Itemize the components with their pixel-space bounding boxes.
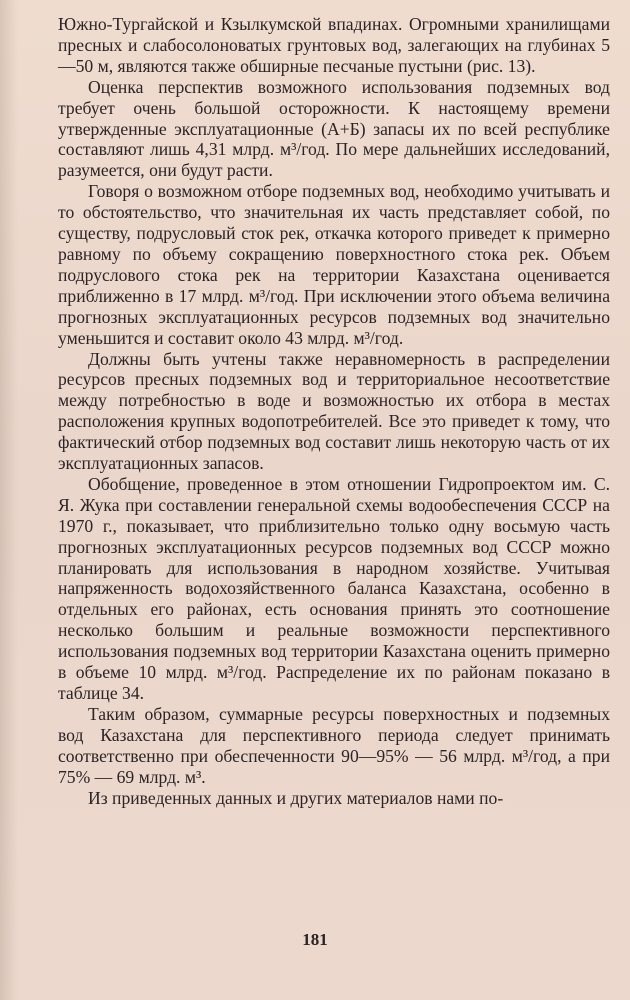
paragraph-7: Из приведенных данных и других материалов нами по- xyxy=(88,787,504,808)
paragraph-4: Должны быть учтены также неравномерность в распределении ресурсов пресных подземных вод и территориальное несоответствие между потребностью в воде и возможностью их отбора в местах расположения крупных водопотребителей. Все это приведет к тому, что фактический отбор подземных вод составит лишь некоторую часть от их эксплуатационных запасов. xyxy=(58,348,610,474)
paragraph-2: Оценка перспектив возможного использования подземных вод требует очень большой осторожности. К настоящему времени утвержденные эксплуатационные (А+Б) запасы их по всей республике составляют лишь 4,31 млрд. м³/год. По мере дальнейших исследований, разумеется, они будут расти. xyxy=(58,76,610,181)
page-gutter-shadow xyxy=(0,0,18,1000)
body-text xyxy=(58,14,610,808)
paragraph-5: Обобщение, проведенное в этом отношении Гидропроектом им. С. Я. Жука при составлении генеральной схемы водообеспечения СССР на 1970 г., показывает, что приблизительно только одну восьмую часть прогнозных эксплуатационных ресурсов подземных вод СССР можно планировать для использования в народном хозяйстве. Учитывая напряженность водохозяйственного баланса Казахстана, особенно в отдельных его районах, есть основания принять это соотношение несколько большим и реальные возможности перспективного использования подземных вод территории Казахстана оценить примерно в объеме 10 млрд. м³/год. Распределение их по районам показано в таблице 34. xyxy=(58,473,610,703)
page-number: 181 xyxy=(302,930,328,949)
paragraph-1: Южно-Тургайской и Кзылкумской впадинах. Огромными хранилищами пресных и слабосолоноватых грунтовых вод, залегающих на глубинах 5—50 м, являются также обширные песчаные пустыни (рис. 13). xyxy=(58,14,610,76)
paragraph-3: Говоря о возможном отборе подземных вод, необходимо учитывать и то обстоятельство, что значительная их часть представляет собой, по существу, подрусловый сток рек, откачка которого приведет к примерно равному по объему сокращению поверхностного стока рек. Объем подруслового стока рек на территории Казахстана оценивается приближенно в 17 млрд. м³/год. При исключении этого объема величина прогнозных эксплуатационных ресурсов подземных вод значительно уменьшится и составит около 43 млрд. м³/год. xyxy=(58,181,610,348)
paragraph-6: Таким образом, суммарные ресурсы поверхностных и подземных вод Казахстана для перспективного периода следует принимать соответственно при обеспеченности 90—95% — 56 млрд. м³/год, а при 75% — 69 млрд. м³. xyxy=(58,703,610,787)
